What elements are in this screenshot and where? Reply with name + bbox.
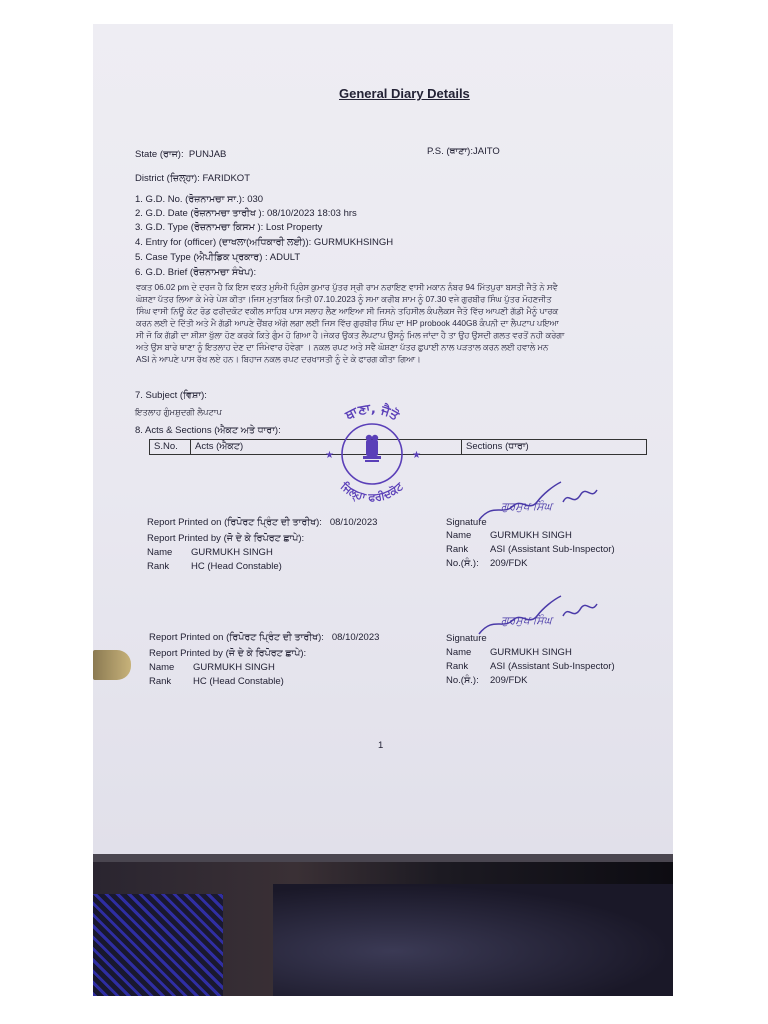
gd-brief-text [136,281,656,365]
paper-edge [93,854,673,862]
stamp-bottom-text: ਜਿਲ੍ਹਾ ਫਰੀਦਕੋਟ [338,479,406,505]
gd-brief-label: 6. G.D. Brief (ਰੋਜ਼ਨਾਮਚਾ ਸੰਖੇਪ): [135,267,257,278]
sig-rank-label: Rank [446,661,469,672]
printed-on-value: 08/10/2023 [329,517,378,528]
brief-line: ਵਕਤ 06.02 pm ਦੇ ਦਰਜ ਹੈ ਕਿ ਇਸ ਵਕਤ ਮੁਸੰਮੀ ਪ੍ਰਿੰਸ ਕੁਮਾਰ ਪੁੱਤਰ ਸ੍ਰੀ ਰਾਮ ਨਰਾਇਣ ਵਾਸੀ ਮਕਾਨ ਨੰਬਰ 94 ਮਿੱਤਪੁਰਾ ਬਸਤੀ ਜੈਤੋ ਨੇ ਸਵੈ [136,282,558,292]
sig-rank-label: Rank [446,544,469,555]
dark-cloth [273,884,673,996]
report2-printed-on [149,632,379,644]
signature-text: ਗੁਰਮੁਖ ਸਿੰਘ [501,615,552,627]
signature-text: ਗੁਰਮੁਖ ਸਿੰਘ [501,501,552,513]
paper-sheet [93,24,673,854]
ps-field [427,146,500,158]
name-value: GURMUKH SINGH [193,662,275,673]
rank-label: Rank [149,676,172,687]
report2-signature-label: Signature [446,633,487,644]
report1-name [147,547,273,559]
document-title: General Diary Details [339,86,470,101]
entry-for: 4. Entry for (officer) (ਦਾਖਲਾ(ਅਧਿਕਾਰੀ ਲਈ)): GURMUKHSINGH [135,237,394,248]
gd-date: 2. G.D. Date (ਰੋਜ਼ਨਾਮਚਾ ਤਾਰੀਖ ): 08/10/2023 18:03 hrs [135,208,357,219]
report2-name [149,662,275,674]
report2-sig-rank [446,661,615,673]
rank-value: HC (Head Constable) [193,676,284,687]
district-label: District (ਜ਼ਿਲ੍ਹਾ): [135,173,200,184]
state-field [135,149,226,161]
brief-line: ਸਿੰਘ ਵਾਸੀ ਨਿਊ ਕੋਟ ਰੋਡ ਫਰੀਦਕੋਟ ਵਕੀਲ ਸਾਹਿਬ ਪਾਸ ਸਲਾਹ ਲੈਣ ਆਇਆ ਸੀ ਜਿਸਨੇ ਤਹਿਸੀਲ ਕੰਪਲੈਕਸ ਜੈਤੋ ਵਿੱਚ ਆਪਣੀ ਗੱਡੀ ਮੈਨੂੰ ਪਾਰਕ [136,306,559,316]
report1-sig-rank [446,544,615,556]
subject-label: 7. Subject (ਵਿਸ਼ਾ): [135,390,207,401]
police-station-stamp [317,396,427,506]
subject-value: ਇਤਲਾਹ ਗੁੰਮਸ਼ੁਦਗੀ ਲੈਪਟਾਪ [135,407,222,417]
name-label: Name [147,547,173,558]
gd-type: 3. G.D. Type (ਰੋਜ਼ਨਾਮਚਾ ਕਿਸਮ ): Lost Property [135,222,323,233]
background-surface [93,854,673,996]
sig-name-value: GURMUKH SINGH [490,530,572,541]
page-number: 1 [378,740,384,751]
report2-printed-by: Report Printed by (ਜੋ ਦੇ ਕੇ ਰਿਪੋਰਟ ਛਾਪੇ): [149,648,307,659]
name-value: GURMUKH SINGH [191,547,273,558]
sig-no-value: 209/FDK [490,675,528,686]
ps-label: P.S. (ਥਾਣਾ): [427,146,473,157]
rank-value: HC (Head Constable) [191,561,282,572]
sig-no-label: No.(ਸੰ.): [446,675,479,686]
name-label: Name [149,662,175,673]
sig-name-value: GURMUKH SINGH [490,647,572,658]
signature-image [473,586,603,646]
rank-label: Rank [147,561,170,572]
state-value: PUNJAB [188,149,227,160]
district-field [135,173,250,185]
patterned-fabric [93,894,223,996]
report2-sig-no [446,675,528,687]
brief-line: ਸੀ ਜੋ ਕਿ ਗੱਡੀ ਦਾ ਸ਼ੀਸ਼ਾ ਖੁੱਲਾ ਹੋਣ ਕਰਕੇ ਕਿਤੇ ਗੁੰਮ ਹੋ ਗਿਆ ਹੈ।ਜੇਕਰ ਉਕਤ ਲੈਪਟਾਪ ਉਸਨੂੰ ਮਿਲ ਜਾਂਦਾ ਹੈ ਤਾ ਉਹ ਉਸਦੀ ਗਲਤ ਵਰਤੋਂ ਨਹੀ ਕਰੇਗਾ [136,330,565,340]
report1-rank [147,561,282,573]
brief-line: ਅਤੇ ਉਸ ਬਾਰੇ ਥਾਣਾ ਨੂੰ ਇਤਲਾਹ ਦੇਣ ਦਾ ਜਿੰਮੇਵਾਰ ਹੋਵੇਗਾ । ਨਕਲ ਰਪਟ ਅਤੇ ਸਵੈ ਘੋਸ਼ਣਾ ਪੱਤਰ ਛੁਪਾਈ ਨਾਲ ਪੜਤਾਲ ਕਰਨ ਲਈ ਹਵਾਲੇ ਮਨ [136,342,549,352]
report1-signature-label: Signature [446,517,487,528]
case-type: 5. Case Type (ਐਪੀਡਿਕ ਪ੍ਰਕਾਰ) : ADULT [135,252,301,263]
report1-sig-no [446,558,528,570]
sig-name-label: Name [446,647,472,658]
state-label: State (ਰਾਜ): [135,149,184,160]
acts-header-acts: Acts (ਐਕਟ) [191,440,462,454]
brief-line: ਘੋਸ਼ਣਾ ਪੱਤਰ ਲਿਆ ਕੇ ਮੇਰੇ ਪੇਸ਼ ਕੀਤਾ।ਜਿਸ ਮੁਤਾਬਿਕ ਮਿਤੀ 07.10.2023 ਨੂੰ ਸਮਾ ਕਰੀਬ ਸ਼ਾਮ ਨੂੰ 07.30 ਵਜੇ ਗੁਰਬੀਰ ਸਿੰਘ ਪੁੱਤਰ ਮੋਹਣਜੀਤ [136,294,552,304]
star-icon: ★ [325,450,334,461]
report2-sig-name [446,647,572,659]
signature-image [473,472,603,532]
sig-rank-value: ASI (Assistant Sub-Inspector) [490,544,615,555]
acts-label: 8. Acts & Sections (ਐਕਟ ਅਤੇ ਧਾਰਾ): [135,425,281,436]
star-icon: ★ [412,450,421,461]
report1-printed-on [147,517,377,529]
report1-sig-name [446,530,572,542]
acts-header-sections: Sections (ਧਾਰਾ) [466,441,529,452]
sig-name-label: Name [446,530,472,541]
printed-on-label: Report Printed on (ਰਿਪੋਰਟ ਪ੍ਰਿੰਟ ਦੀ ਤਾਰੀਖ): [147,517,322,528]
ps-value: JAITO [472,146,500,157]
stamp-top-text: ਥਾਣਾ, ਜੈਤੋ [343,401,402,424]
sig-no-value: 209/FDK [490,558,528,569]
document-photo [93,24,673,996]
acts-header-sno: S.No. [150,440,191,454]
sig-no-label: No.(ਸੰ.): [446,558,479,569]
emblem-icon [363,435,381,462]
report1-printed-by: Report Printed by (ਜੋ ਦੇ ਕੇ ਰਿਪੋਰਟ ਛਾਪੇ): [147,533,305,544]
key-object [93,650,131,680]
printed-on-value: 08/10/2023 [331,632,380,643]
sig-rank-value: ASI (Assistant Sub-Inspector) [490,661,615,672]
report2-rank [149,676,284,688]
printed-on-label: Report Printed on (ਰਿਪੋਰਟ ਪ੍ਰਿੰਟ ਦੀ ਤਾਰੀਖ): [149,632,324,643]
brief-line: ਕਰਨ ਲਈ ਦੇ ਦਿੱਤੀ ਅਤੇ ਮੈ ਗੱਡੀ ਆਪਣੇ ਚੈਂਬਰ ਅੱਗੇ ਲਗਾ ਲਈ ਜਿਸ ਵਿੱਚ ਗੁਰਬੀਰ ਸਿੰਘ ਦਾ HP probook 440G8 ਕੰਪਨੀ ਦਾ ਲੈਪਟਾਪ ਪਇਆ [136,318,559,328]
brief-line: ASI ਨੇ ਆਪਣੇ ਪਾਸ ਰੱਖ ਲਏ ਹਨ। ਬਿਹਾਜ ਨਕਲ ਰਪਟ ਦਰਖਾਸਤੀ ਨੂੰ ਦੇ ਕੇ ਫਾਰਗ ਕੀਤਾ ਗਿਆ। [136,354,421,364]
district-value: FARIDKOT [202,173,251,184]
gd-number: 1. G.D. No. (ਰੋਜ਼ਨਾਮਚਾ ਸਾ.): 030 [135,194,264,205]
